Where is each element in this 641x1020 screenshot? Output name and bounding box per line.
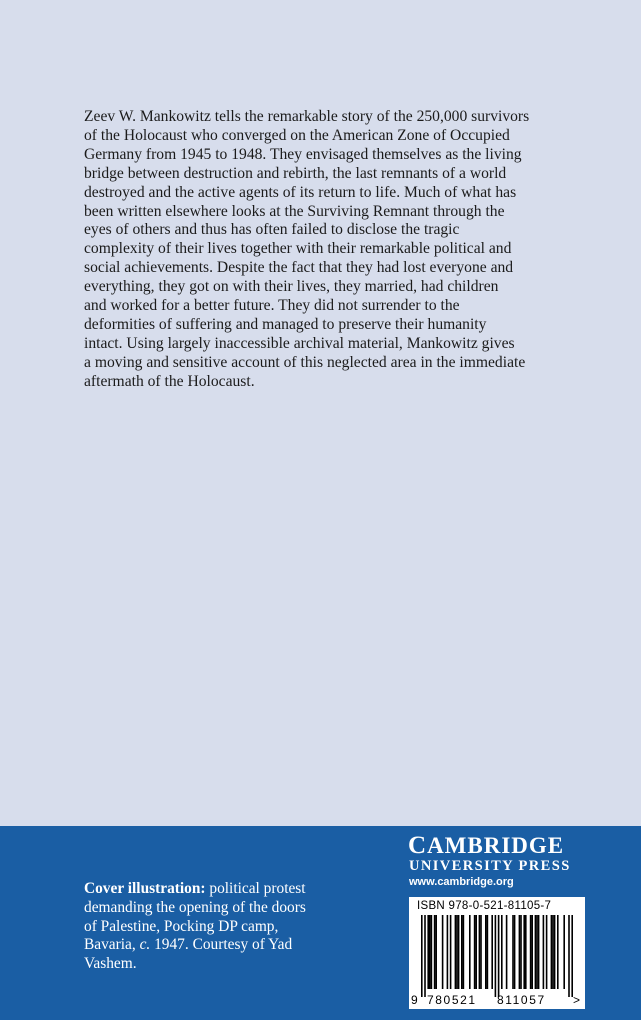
caption-line-3: of Palestine, Pocking DP camp, xyxy=(84,917,279,935)
barcode-bar xyxy=(455,915,457,989)
barcode-bar xyxy=(551,915,553,989)
caption-text: 1947. Courtesy of Yad xyxy=(150,936,293,954)
barcode-bar xyxy=(474,915,476,989)
barcode-bar xyxy=(536,915,538,989)
barcode-digits-left: 780521 xyxy=(427,993,477,1007)
barcode-bar xyxy=(458,915,460,989)
blurb-line: destroyed and the active agents of its return to life. Much of what has xyxy=(84,183,517,201)
barcode-bar xyxy=(514,915,516,989)
barcode-bar xyxy=(447,915,449,989)
caption-label: Cover illustration: xyxy=(84,880,206,897)
caption-italic: c. xyxy=(139,936,151,954)
barcode-bar xyxy=(520,915,522,989)
caption-line-1 xyxy=(84,880,384,899)
barcode-bar xyxy=(552,915,554,989)
barcode-bar xyxy=(557,915,559,989)
publisher-url: www.cambridge.org xyxy=(409,876,514,888)
publisher-press: UNIVERSITY PRESS xyxy=(409,858,571,874)
barcode-bar xyxy=(429,915,431,989)
barcode-bar xyxy=(512,915,514,989)
barcode-bar xyxy=(491,915,493,989)
blurb-line: Zeev W. Mankowitz tells the remarkable story of the 250,000 survivors xyxy=(84,108,530,125)
barcode-bar xyxy=(456,915,458,989)
barcode-bar xyxy=(501,915,503,989)
barcode-bar xyxy=(525,915,527,989)
blurb-line: a moving and sensitive account of this neglected area in the immediate xyxy=(84,353,526,371)
caption-text: Bavaria, xyxy=(84,936,140,954)
barcode-bar xyxy=(424,915,426,997)
barcode-quiet-mark: > xyxy=(573,993,581,1007)
caption-line-5: Vashem. xyxy=(84,955,137,973)
barcode-bar xyxy=(538,915,540,989)
barcode-bar xyxy=(485,915,487,989)
barcode-bar xyxy=(442,915,444,989)
barcode-digits-right: 811057 xyxy=(497,993,546,1007)
barcode-bar xyxy=(530,915,532,989)
barcode-bar xyxy=(450,915,452,989)
blurb-line: bridge between destruction and rebirth, the last remnants of a world xyxy=(84,164,507,182)
blurb-line: of the Holocaust who converged on the American Zone of Occupied xyxy=(84,126,510,144)
barcode-bar xyxy=(487,915,489,989)
book-blurb xyxy=(84,108,584,392)
cover-illustration-caption xyxy=(84,880,384,974)
barcode-bar xyxy=(519,915,521,989)
barcode-bar xyxy=(431,915,433,989)
barcode-bar xyxy=(461,915,463,989)
blurb-line: been written elsewhere looks at the Surviving Remnant through the xyxy=(84,202,505,220)
barcode-bar xyxy=(498,915,500,997)
barcode-graphic xyxy=(409,897,585,1009)
publisher-logo-name xyxy=(408,834,564,858)
barcode-bar xyxy=(475,915,477,989)
blurb-line: intact. Using largely inaccessible archival material, Mankowitz gives xyxy=(84,334,515,352)
isbn-label: ISBN 978-0-521-81105-7 xyxy=(417,900,552,912)
barcode-bar xyxy=(506,915,508,989)
barcode-bar xyxy=(421,915,423,997)
barcode-bar xyxy=(543,915,545,989)
barcode-bar xyxy=(523,915,525,989)
barcode-bar xyxy=(535,915,537,989)
barcode-bar xyxy=(427,915,429,989)
blurb-line: deformities of suffering and managed to preserve their humanity xyxy=(84,315,487,333)
caption-text: political protest xyxy=(205,880,306,897)
barcode-bar xyxy=(571,915,573,997)
publisher-name-rest: AMBRIDGE xyxy=(427,833,565,858)
isbn-barcode xyxy=(409,897,585,1009)
blurb-line: Germany from 1945 to 1948. They envisaged themselves as the living xyxy=(84,145,522,163)
barcode-digit-lead: 9 xyxy=(411,993,418,1007)
barcode-bar xyxy=(480,915,482,989)
blurb-line: aftermath of the Holocaust. xyxy=(84,372,255,390)
barcode-bar xyxy=(495,915,497,997)
blurb-line: complexity of their lives together with their remarkable political and xyxy=(84,240,512,258)
caption-line-2: demanding the opening of the doors xyxy=(84,898,306,916)
barcode-bar xyxy=(469,915,471,989)
caption-line-4 xyxy=(84,936,384,955)
barcode-bar xyxy=(554,915,556,989)
blurb-line: everything, they got on with their lives, they married, had children xyxy=(84,278,499,296)
barcode-bar xyxy=(434,915,436,989)
blurb-line: and worked for a better future. They did not surrender to the xyxy=(84,297,460,315)
blurb-line: eyes of others and thus has often failed to disclose the tragic xyxy=(84,221,460,239)
blurb-line: social achievements. Despite the fact that they had lost everyone and xyxy=(84,259,514,277)
barcode-bar xyxy=(563,915,565,989)
barcode-bars xyxy=(421,915,573,997)
publisher-name-initial: C xyxy=(408,832,428,859)
barcode-bar xyxy=(463,915,465,989)
barcode-bar xyxy=(435,915,437,989)
barcode-bar xyxy=(479,915,481,989)
barcode-bar xyxy=(546,915,548,989)
barcode-bar xyxy=(568,915,570,997)
barcode-bar xyxy=(531,915,533,989)
